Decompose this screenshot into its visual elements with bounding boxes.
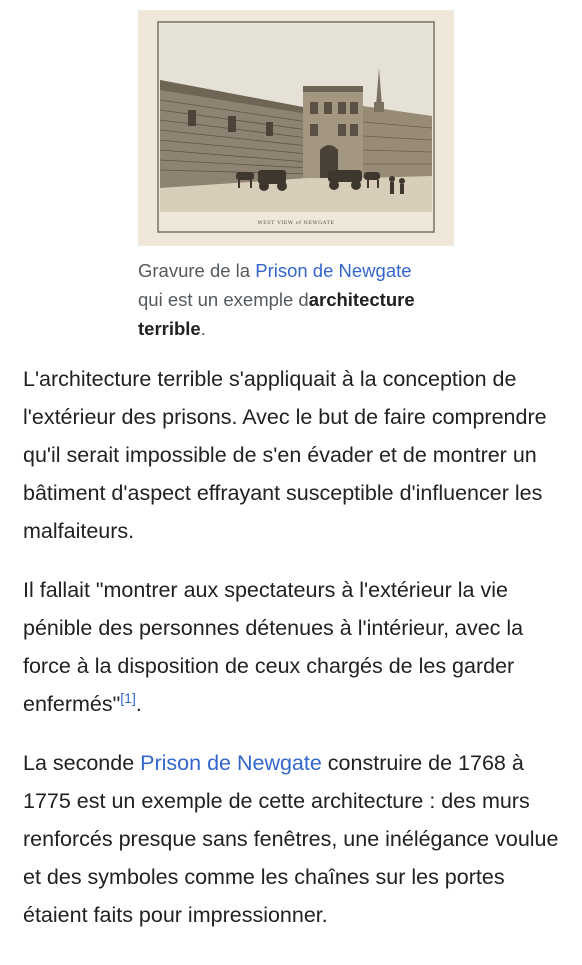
caption-link-prison-de-newgate[interactable]: Prison de Newgate — [255, 260, 412, 281]
paragraph-2-text: Il fallait "montrer aux spectateurs à l'extérieur la vie pénible des personnes détenues à l'intérieur, avec la force à la disposition de ceux chargés de les garder enfermés" — [23, 578, 524, 716]
article-content — [23, 360, 571, 955]
link-prison-de-newgate[interactable]: Prison de Newgate — [140, 751, 322, 775]
figure — [138, 10, 454, 343]
paragraph-3-suffix: construire de 1768 à 1775 est un exemple de cette architecture : des murs renforcés presque sans fenêtres, une inélégance voulue et des symboles comme les chaînes sur les portes étaient faits pour impressionner. — [23, 751, 559, 927]
reference-link-1[interactable]: [1] — [120, 689, 136, 706]
paragraph-3 — [23, 744, 571, 934]
caption-line2-prefix: qui est un exemple d — [138, 289, 309, 310]
newgate-engraving-image[interactable] — [138, 10, 454, 246]
caption-bold-terrible: terrible — [138, 318, 201, 339]
figure-caption — [138, 256, 454, 343]
caption-prefix: Gravure de la — [138, 260, 256, 281]
paragraph-2 — [23, 571, 571, 723]
paragraph-1: L'architecture terrible s'appliquait à la conception de l'extérieur des prisons. Avec le but de faire comprendre qu'il serait impossible de s'en évader et de montrer un bâtiment d'aspect effrayant susceptible d'influencer les malfaiteurs. — [23, 367, 547, 543]
caption-bold-architecture: architecture — [308, 289, 415, 310]
engraving-illustration — [138, 10, 454, 246]
engraving-inscription: WEST VIEW of NEWGATE — [257, 220, 335, 226]
paragraph-3-prefix: La seconde — [23, 751, 141, 775]
paragraph-2-end: . — [135, 692, 142, 716]
caption-suffix: . — [200, 318, 206, 339]
